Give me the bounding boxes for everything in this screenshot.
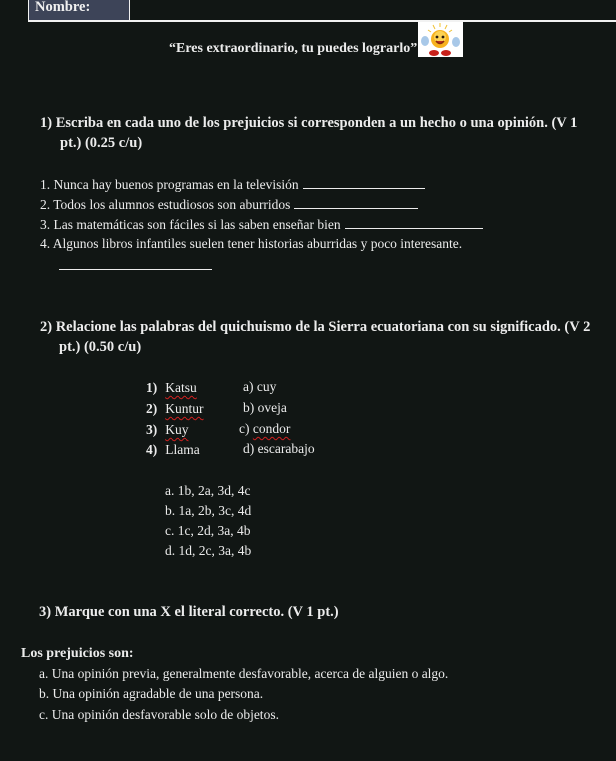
name-row xyxy=(28,0,616,22)
motto-text: “Eres extraordinario, tu puedes lograrlo” xyxy=(169,41,418,56)
q2-option-c[interactable]: c. 1c, 2d, 3a, 4b xyxy=(165,523,251,538)
q2-word-2 xyxy=(146,400,204,418)
q2-word-4 xyxy=(146,441,200,459)
q2-word-2-number: 2) xyxy=(146,401,158,416)
q1-item-1-answer-blank[interactable] xyxy=(303,176,425,189)
q2-option-a[interactable]: a. 1b, 2a, 3d, 4c xyxy=(165,483,251,498)
q1-item-4-text: 4. Algunos libros infantiles suelen tener historias aburridas y poco interesante. xyxy=(40,236,463,251)
q2-option-b[interactable]: b. 1a, 2b, 3c, 4d xyxy=(165,503,252,518)
q2-meaning-c xyxy=(239,421,290,437)
q2-word-2-text: Kuntur xyxy=(165,401,204,416)
q2-word-4-number: 4) xyxy=(146,442,158,457)
q2-meaning-c-word: condor xyxy=(252,421,291,436)
q1-item-1-text: 1. Nunca hay buenos programas en la televisión xyxy=(40,177,299,192)
name-field[interactable] xyxy=(131,0,616,20)
q2-word-3-text: Kuy xyxy=(165,422,189,437)
q2-meaning-b: b) oveja xyxy=(243,400,287,415)
q2-word-1-text: Katsu xyxy=(165,380,197,395)
smiley-mascot-icon xyxy=(418,22,463,57)
q1-item-2-text: 2. Todos los alumnos estudiosos son aburridos xyxy=(40,197,291,212)
q3-option-b[interactable]: b. Una opinión agradable de una persona. xyxy=(39,686,264,701)
q2-meaning-c-prefix: c) xyxy=(239,421,253,436)
question1-title: 1) Escriba en cada uno de los prejuicios si corresponden a un hecho o una opinión. (V 1 xyxy=(40,115,578,131)
q3-option-a[interactable]: a. Una opinión previa, generalmente desfavorable, acerca de alguien o algo. xyxy=(39,666,449,681)
q1-item-3-answer-blank[interactable] xyxy=(345,216,483,229)
question2-title: 2) Relacione las palabras del quichuismo de la Sierra ecuatoriana con su significado. (V 2 xyxy=(40,319,591,335)
q1-item-4-answer-blank[interactable] xyxy=(59,269,212,270)
q1-item-2 xyxy=(40,196,418,213)
q2-word-1-number: 1) xyxy=(146,380,158,395)
q1-item-3 xyxy=(40,216,483,233)
q2-word-1 xyxy=(146,379,197,397)
q1-item-2-answer-blank[interactable] xyxy=(294,196,418,209)
question1-title-cont: pt.) (0.25 c/u) xyxy=(60,135,143,151)
q2-meaning-d: d) escarabajo xyxy=(243,441,315,456)
q2-word-4-text: Llama xyxy=(165,442,200,457)
q1-item-4 xyxy=(40,236,462,252)
question2-title-cont: pt.) (0.50 c/u) xyxy=(59,339,142,355)
q2-word-3 xyxy=(146,421,189,439)
question3-title: 3) Marque con una X el literal correcto. (V 1 pt.) xyxy=(39,604,339,620)
q1-item-3-text: 3. Las matemáticas son fáciles si las saben enseñar bien xyxy=(40,217,341,232)
q2-word-3-number: 3) xyxy=(146,422,158,437)
question3-prompt: Los prejuicios son: xyxy=(21,646,134,661)
q2-option-d[interactable]: d. 1d, 2c, 3a, 4b xyxy=(165,543,252,558)
q1-item-1 xyxy=(40,176,425,193)
q3-option-c[interactable]: c. Una opinión desfavorable solo de objetos. xyxy=(39,707,279,722)
name-label: Nombre: xyxy=(29,0,130,20)
q2-meaning-a: a) cuy xyxy=(243,379,277,394)
